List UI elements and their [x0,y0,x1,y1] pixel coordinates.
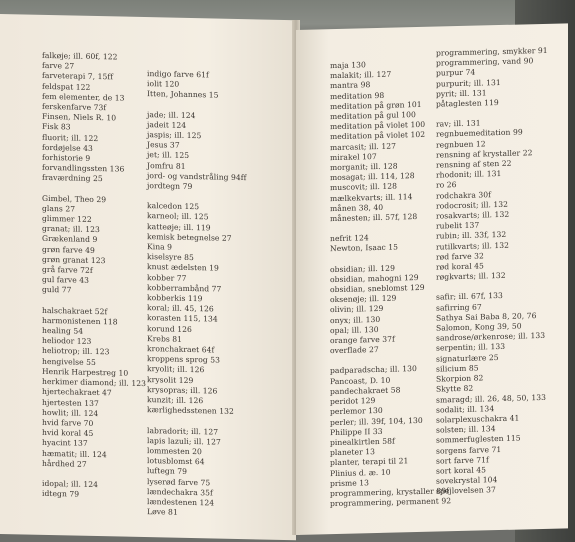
index-entry: falkøje; ill. 60f, 122 [42,50,118,62]
index-entry: Plinius d. æ. 10 [330,467,391,478]
index-entry: pyrit; ill. 131 [436,88,487,99]
index-entry: idopal; ill. 124 [42,478,99,489]
index-entry: månen 38, 40 [330,202,384,214]
index-entry: sort koral 45 [436,465,487,476]
index-entry: jordtegn 79 [147,181,193,192]
index-entry: nefrit 124 [330,233,369,244]
index-entry: rhodonit; ill. 131 [436,169,502,180]
index-entry: Kina 9 [147,242,173,252]
index-entry: jaspis; ill. 125 [147,130,202,141]
index-entry: kemisk betegnelse 27 [147,231,232,243]
index-entry: herkimer diamond; ill. 123 [42,376,147,389]
index-entry: solarplexuschakra 41 [436,413,520,425]
index-entry: månesten; ill. 57f, 128 [330,212,418,224]
index-entry: Krebs 81 [147,333,183,344]
index-entry: hvid farve 70 [42,417,94,428]
index-entry: lændechakra 35f [147,486,213,498]
index-entry: Jomfru 81 [147,160,186,171]
right-page [296,23,568,535]
index-entry: programmering, smykker 91 [436,45,548,58]
index-entry: purpurit; ill. 131 [436,77,501,89]
index-entry: jadeit 124 [147,119,187,130]
index-entry: forvandlingssten 136 [42,163,125,174]
index-entry: grøn farve 49 [42,244,95,255]
index-entry: Itten, Johannes 15 [147,89,219,100]
index-entry: Pancoast, D. 10 [330,375,391,386]
index-entry: lyserød farve 75 [147,476,211,487]
index-entry: regnbuemeditation 99 [436,127,523,140]
index-entry: lotusblomst 64 [147,456,205,467]
index-entry: healing 54 [42,325,84,336]
index-entry: kalcedon 125 [147,201,200,212]
index-entry: Sathya Sai Baba 8, 20, 76 [436,310,537,323]
index-entry: olivin; ill. 129 [330,304,384,315]
index-entry: Løve 81 [147,507,178,517]
index-entry: jet; ill. 125 [147,150,190,161]
index-entry: obsidian; ill. 129 [330,263,395,274]
index-entry: jade; ill. 124 [147,109,196,120]
index-entry: spejlovelsen 37 [436,485,496,496]
index-entry: halschakraet 52f [42,305,108,316]
index-entry: planter, terapi til 21 [330,456,409,468]
index-entry: kiselsyre 85 [147,252,194,263]
index-entry: Fisk 83 [42,122,71,132]
index-entry: peridot 129 [330,396,376,407]
index-entry: hårdhed 27 [42,458,87,469]
index-entry: Philippe II 33 [330,426,383,437]
index-entry: hengivelse 55 [42,356,96,367]
index-entry: sovekrystal 104 [436,475,498,486]
index-entry: kobberrambånd 77 [147,282,222,294]
index-entry: glimmer 122 [42,213,92,224]
index-entry: Finsen, Niels R. 10 [42,112,117,123]
index-entry: safirring 67 [436,302,482,313]
index-entry: fem elementer, de 13 [42,91,125,103]
index-entry: Grækenland 9 [42,234,98,245]
index-entry: røgkvarts; ill. 132 [436,271,506,282]
index-entry: guld 77 [42,285,72,295]
index-entry: safir; ill. 67f, 133 [436,291,503,303]
index-entry: prisme 13 [330,477,370,488]
index-entry: programmering, permanent 92 [330,496,452,509]
index-entry: gul farve 43 [42,275,90,286]
index-entry: planeter 13 [330,447,376,458]
index-entry: overflade 27 [330,345,379,356]
index-entry: jord- og vandstråling 94ff [147,170,247,182]
index-entry: fraværdning 25 [42,173,103,184]
index-entry: perler; ill. 39f, 104, 130 [330,415,423,427]
index-entry: regnbuen 12 [436,138,486,150]
index-entry: hjertechakraet 47 [42,387,112,398]
index-entry: lændestenen 124 [147,497,215,508]
index-column-1 [42,51,146,502]
index-entry: farve 27 [42,61,75,71]
index-entry: korund 126 [147,323,192,334]
index-entry: obsidian, mahogni 129 [330,272,419,285]
index-entry: hvid koral 45 [42,427,94,439]
index-entry: padparadscha; ill. 130 [330,364,417,376]
index-entry: indigo farve 61f [147,69,209,80]
index-entry: sodalit; ill. 134 [436,403,495,415]
index-entry: rød farve 32 [436,251,484,262]
index-entry: Skorpion 82 [436,373,484,384]
index-entry: mantra 98 [330,80,371,91]
index-entry: maja 130 [330,60,366,71]
index-entry: krysopras; ill. 126 [147,384,218,396]
index-entry: kronchakraet 64f [147,344,215,355]
index-entry: kunzit; ill. 126 [147,395,204,406]
index-entry: krysolit 129 [147,374,194,385]
index-entry: silicium 85 [436,363,479,374]
index-entry: obsidian, sneblomst 129 [330,282,425,295]
index-entry: smaragd; ill. 26, 48, 50, 133 [436,392,547,405]
index-entry: sandrose/ørkenrose; ill. 133 [436,331,546,343]
index-entry: karneol; ill. 125 [147,211,209,222]
index-entry: pandechakraet 58 [330,385,401,397]
index-entry: marcasit; ill. 127 [330,141,396,152]
index-entry: knust ædelsten 19 [147,262,219,274]
index-entry: rodchakra 30f [436,189,492,201]
index-entry: hjertesten 137 [42,397,99,408]
index-entry: heliotrop; ill. 123 [42,346,110,357]
index-entry: rød koral 45 [436,261,484,272]
index-entry: Henrik Harpestreg 10 [42,366,129,378]
index-entry: programmering, vand 90 [436,56,534,68]
index-entry: programmering, krystaller 89f [330,486,449,499]
index-entry: opal; ill. 130 [330,324,379,336]
index-entry: fluorit; ill. 122 [42,132,99,143]
index-entry: rutilkvarts; ill. 132 [436,240,510,252]
index-entry: morganit; ill. 128 [330,161,398,173]
index-entry: mosagat; ill. 114, 128 [330,171,415,183]
index-entry: rodocrosit; ill. 132 [436,199,509,211]
index-entry: mirakel 107 [330,151,377,162]
index-entry: labradorit; ill. 127 [147,425,219,437]
index-entry: rensning af sten 22 [436,158,512,170]
index-entry: Jesus 37 [147,140,180,150]
index-entry: hæmatit; ill. 124 [42,448,107,459]
index-entry: sort farve 71f [436,455,489,466]
index-column-4 [436,46,548,497]
index-entry: lommesten 20 [147,445,202,457]
index-entry: Gimbel, Theo 29 [42,193,107,204]
index-entry: Salomon, Kong 39, 50 [436,321,522,333]
index-entry: harmonistenen 118 [42,315,118,327]
index-entry: meditation på violet 102 [330,130,426,142]
index-entry: korasten 115, 134 [147,313,218,325]
index-entry: malakit; ill. 127 [330,69,392,81]
index-entry: kobberkis 119 [147,293,203,304]
index-entry: ferskenfarve 73f [42,101,107,113]
index-column-2 [147,69,247,519]
index-entry: kryolit; ill. 126 [147,364,205,375]
index-entry: rosakvarts; ill. 132 [436,209,510,221]
index-entry: lapis lazuli; ill. 127 [147,435,221,447]
index-entry: pinealkirtlen 58f [330,436,395,448]
index-entry: sorgens farve 71 [436,444,502,456]
index-entry: muscovit; ill. 128 [330,181,398,193]
index-entry: rubin; ill. 33f, 132 [436,230,507,242]
index-entry: Newton, Isaac 15 [330,242,399,254]
index-entry: rubelit 137 [436,220,480,231]
index-entry: meditation på grøn 101 [330,99,422,111]
index-entry: idtegn 79 [42,489,80,499]
index-entry: farveterapi 7, 15ff [42,71,114,82]
index-entry: granat; ill. 123 [42,224,100,235]
index-entry: fordøjelse 43 [42,142,93,153]
index-entry: solsten; ill. 134 [436,424,496,435]
index-entry: rensning af krystaller 22 [436,148,533,160]
index-entry: meditation 98 [330,90,385,101]
index-entry: kroppens sprog 53 [147,354,220,365]
index-entry: grøn granat 123 [42,254,106,266]
index-entry: iolit 120 [147,79,180,89]
index-entry: howlit; ill. 124 [42,407,99,418]
index-entry: kærlighedsstenen 132 [147,405,234,417]
index-entry: koral; ill. 45, 126 [147,303,214,314]
index-entry: sommerfuglesten 115 [436,433,521,445]
index-entry: serpentin; ill. 133 [436,342,506,354]
index-entry: meditation på violet 100 [330,120,426,132]
index-entry: påtaglesten 119 [436,98,499,109]
index-entry: glans 27 [42,203,76,214]
index-entry: grå farve 72f [42,264,93,276]
index-entry: purpur 74 [436,68,476,78]
index-entry: Skytte 82 [436,383,474,394]
index-entry: hyacint 137 [42,438,88,449]
index-entry: perlemor 130 [330,406,383,417]
index-entry: meditation på gul 100 [330,110,416,122]
index-entry: forhistorie 9 [42,152,91,163]
index-entry: kobber 77 [147,272,187,283]
index-entry: signaturlære 25 [436,352,499,364]
index-entry: onyx; ill. 130 [330,314,381,325]
index-entry: ro 26 [436,180,457,191]
left-page [0,14,296,540]
index-entry: heliodor 123 [42,336,92,347]
index-entry: feldspat 122 [42,81,91,92]
index-column-3 [330,58,451,509]
index-entry: luftegn 79 [147,466,188,477]
index-entry: katteøje; ill. 119 [147,221,211,233]
index-entry: rav; ill. 131 [436,118,481,129]
index-entry: oksenøje; ill. 129 [330,293,397,305]
index-entry: orange farve 37f [330,334,395,346]
index-entry: mælkekvarts; ill. 114 [330,191,413,203]
